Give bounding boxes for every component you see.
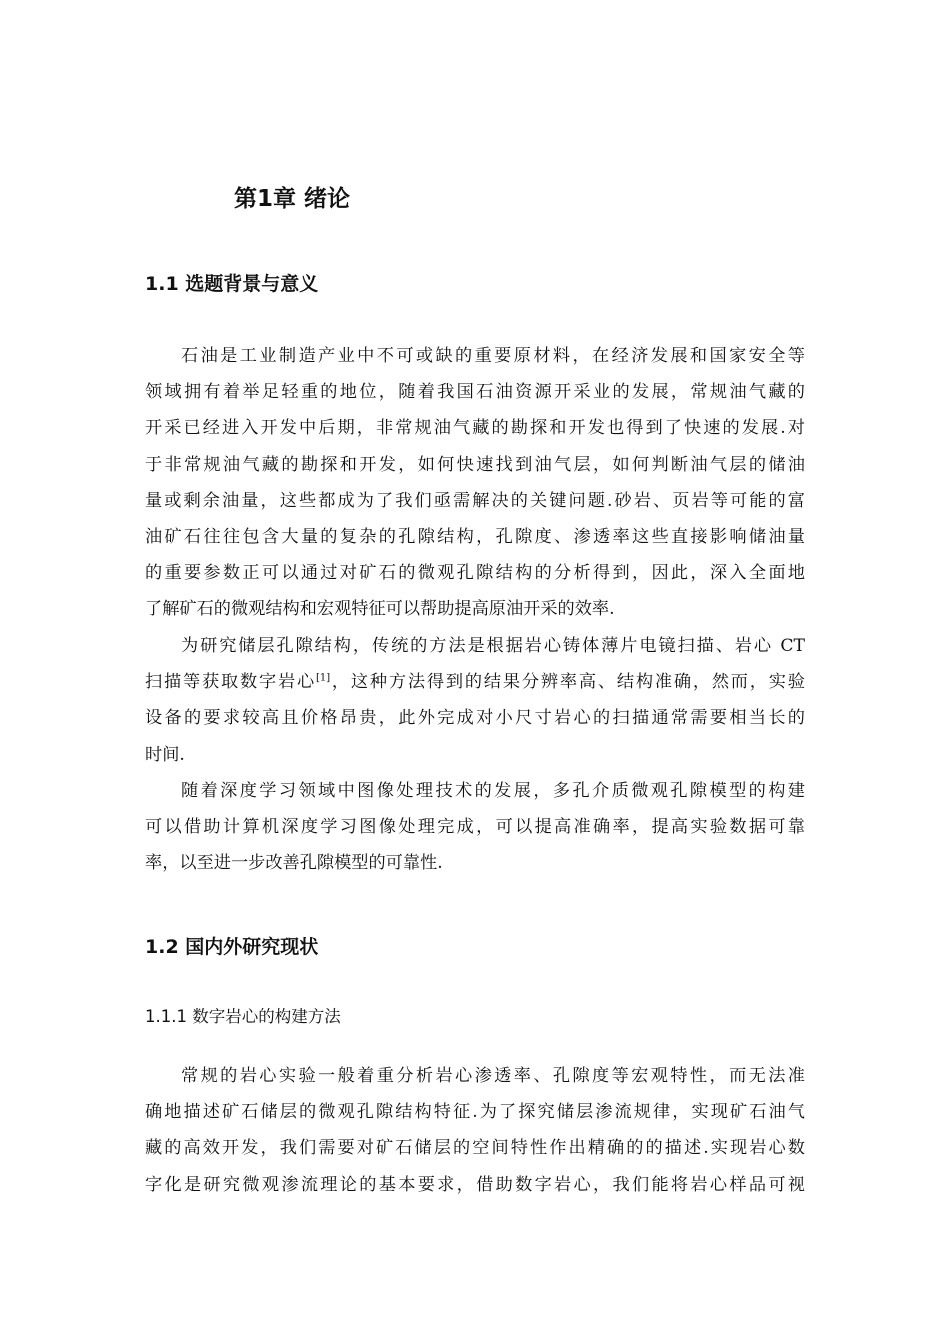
paragraph-3 [145, 773, 805, 882]
text-line: 为研究储层孔隙结构，传统的方法是根据岩心铸体薄片电镜扫描、岩心 CT [181, 636, 805, 656]
paragraph-1 [145, 338, 805, 628]
text-line: 的重要参数正可以通过对矿石的微观孔隙结构的分析得到，因此，深入全面地 [145, 563, 805, 584]
text-fragment: ，这种方法得到的结果分辨率高、结构准确，然而，实验 [330, 672, 805, 693]
text-line: 字化是研究微观渗流理论的基本要求，借助数字岩心，我们能将岩心样品可视 [145, 1174, 805, 1195]
text-line: 石油是工业制造产业中不可或缺的重要原材料，在经济发展和国家安全等 [181, 346, 805, 366]
text-line-with-citation [145, 664, 805, 700]
subsection-heading: 1.1.1 数字岩心的构建方法 [145, 1007, 341, 1026]
text-line: 可以借助计算机深度学习图像处理完成，可以提高准确率，提高实验数据可靠 [145, 817, 805, 838]
text-line: 量或剩余油量，这些都成为了我们亟需解决的关键问题.砂岩、页岩等可能的富 [145, 490, 805, 511]
text-line: 时间. [145, 744, 185, 765]
text-line: 开采已经进入开发中后期，非常规油气藏的勘探和开发也得到了快速的发展.对 [145, 418, 805, 439]
text-line: 油矿石往往包含大量的复杂的孔隙结构，孔隙度、渗透率这些直接影响储油量 [145, 526, 805, 547]
text-line: 率，以至进一步改善孔隙模型的可靠性. [145, 853, 443, 874]
text-line: 设备的要求较高且价格昂贵，此外完成对小尺寸岩心的扫描通常需要相当长的 [145, 708, 805, 729]
text-line: 确地描述矿石储层的微观孔隙结构特征.为了探究储层渗流规律，实现矿石油气 [145, 1102, 805, 1123]
text-line: 于非常规油气藏的勘探和开发，如何快速找到油气层，如何判断油气层的储油 [145, 454, 805, 475]
citation-reference[interactable]: [1] [315, 672, 331, 684]
section-heading-1-1: 1.1 选题背景与意义 [145, 273, 319, 295]
paragraph-2 [145, 628, 805, 773]
text-line: 随着深度学习领域中图像处理技术的发展，多孔介质微观孔隙模型的构建 [181, 781, 805, 801]
text-fragment: 扫描等获取数字岩心 [145, 672, 316, 693]
text-line: 常规的岩心实验一般着重分析岩心渗透率、孔隙度等宏观特性，而无法准 [181, 1066, 805, 1086]
text-line: 藏的高效开发，我们需要对矿石储层的空间特性作出精确的的描述.实现岩心数 [145, 1138, 805, 1159]
chapter-title: 第1章 绪论 [234, 186, 351, 212]
section-heading-1-2: 1.2 国内外研究现状 [145, 936, 319, 958]
paragraph-4 [145, 1058, 805, 1203]
text-line: 了解矿石的微观结构和宏观特征可以帮助提高原油开采的效率. [145, 599, 615, 620]
text-line: 领域拥有着举足轻重的地位，随着我国石油资源开采业的发展，常规油气藏的 [145, 382, 805, 403]
